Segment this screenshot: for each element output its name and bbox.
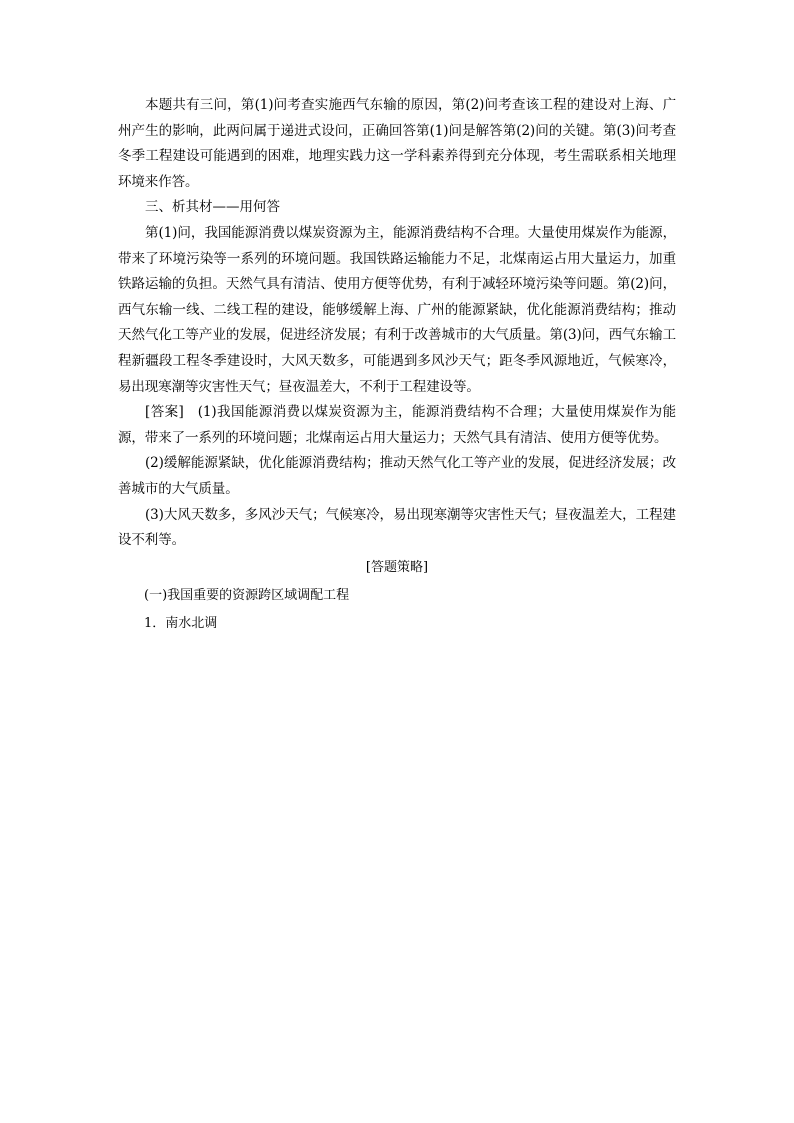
answer-paragraph-1 <box>118 400 676 451</box>
answer-paragraph-3: (3)大风天数多，多风沙天气；气候寒冷，易出现寒潮等灾害性天气；昼夜温差大，工程建设不利等。 <box>118 506 676 549</box>
strategy-heading: [答题策略] <box>365 559 429 575</box>
document-page <box>118 93 676 638</box>
section-heading: 三、析其材——用何答 <box>145 199 280 216</box>
answer-label: [答案] <box>145 404 184 421</box>
answer-paragraph-2: (2)缓解能源紧缺，优化能源消费结构；推动天然气化工等产业的发展，促进经济发展；改善城市的大气质量。 <box>118 455 676 497</box>
subsection-heading: (一)我国重要的资源跨区域调配工程 <box>144 587 350 603</box>
answer-1-text: (1)我国能源消费以煤炭资源为主，能源消费结构不合理；大量使用煤炭作为能源，带来了一系列的环境问题；北煤南运占用大量运力；天然气具有清洁、使用方便等优势。 <box>118 404 676 446</box>
intro-paragraph: 本题共有三问，第(1)问考查实施西气东输的原因，第(2)问考查该工程的建设对上海、广州产生的影响，此两问属于递进式设问，正确回答第(1)问是解答第(2)问的关键。第(3)问考查冬季工程建设可能遇到的困难，地理实践力这一学科素养得到充分体现，考生需联系相关地理环境来作答。 <box>118 97 676 190</box>
analysis-paragraph: 第(1)问，我国能源消费以煤炭资源为主，能源消费结构不合理。大量使用煤炭作为能源，带来了环境污染等一系列的环境问题。我国铁路运输能力不足，北煤南运占用大量运力，加重铁路运输的负担。天然气具有清洁、使用方便等优势，有利于减轻环境污染等问题。第(2)问，西气东输一线、二线工程的建设，能够缓解上海、广州的能源紧缺，优化能源消费结构；推动天然气化工等产业的发展，促进经济发展；有利于改善城市的大气质量。第(3)问，西气东输工程新疆段工程冬季建设时，大风天数多，可能遇到多风沙天气；距冬季风源地近，气候寒冷，易出现寒潮等灾害性天气；昼夜温差大，不利于工程建设等。 <box>118 224 676 395</box>
item-heading: 1．南水北调 <box>144 615 218 631</box>
